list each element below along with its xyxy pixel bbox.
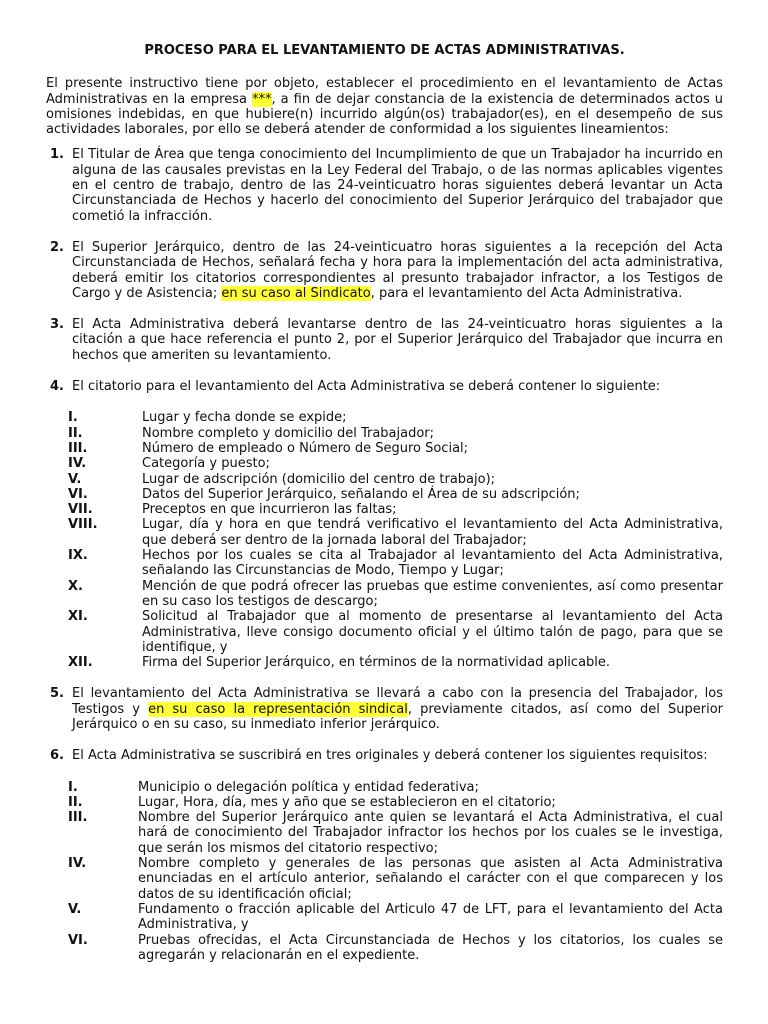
list-item-text: Municipio o delegación política y entidad federativa; xyxy=(138,779,479,795)
roman-numeral: VIII. xyxy=(68,517,98,533)
roman-numeral: IV. xyxy=(68,856,87,872)
roman-numeral: IV. xyxy=(68,456,87,472)
item-number: 3. xyxy=(50,317,64,333)
roman-numeral: VI. xyxy=(68,486,88,502)
numbered-item-3 xyxy=(46,317,723,363)
roman-numeral: III. xyxy=(68,440,88,456)
numbered-item-1 xyxy=(46,147,723,223)
list-item xyxy=(68,856,723,902)
list-item-text: Preceptos en que incurrieron las faltas; xyxy=(142,502,397,518)
item-number: 6. xyxy=(50,748,64,764)
list-item xyxy=(68,425,723,441)
item-text-start: El levantamiento del Acta Administrativa se llevará a cabo con la presencia del Trabajador, los Testigos y xyxy=(72,686,723,717)
numbered-item-2 xyxy=(46,240,723,301)
document-title: PROCESO PARA EL LEVANTAMIENTO DE ACTAS ADMINISTRATIVAS. xyxy=(144,43,625,58)
list-item xyxy=(68,779,723,795)
numbered-item-4 xyxy=(46,379,723,394)
list-item-text: Categoría y puesto; xyxy=(142,456,270,472)
intro-text-start: El presente instructivo tiene por objeto, establecer el procedimiento en el levantamiento de Actas Administrativas en la empresa xyxy=(46,76,723,107)
list-item xyxy=(68,456,723,472)
numbered-item-5 xyxy=(46,686,723,732)
roman-numeral: V. xyxy=(68,901,82,917)
roman-numeral: I. xyxy=(68,410,78,426)
list-item-text: Datos del Superior Jerárquico, señalando el Área de su adscripción; xyxy=(142,486,580,502)
list-item-text: Pruebas ofrecidas, el Acta Circunstanciada de Hechos y los citatorios, los cuales se agregarán y relacionarán en el expediente. xyxy=(138,932,723,963)
item-highlight: en su caso la representación sindical xyxy=(148,701,408,717)
item-text-end: , para el levantamiento del Acta Administrativa. xyxy=(370,285,683,301)
roman-numeral: VI. xyxy=(68,932,88,948)
list-item-text: Nombre completo y generales de las personas que asisten al Acta Administrativa enunciadas en el artículo anterior, señalando el carácter con el que comparecen y los datos de su identificación oficial; xyxy=(138,856,723,902)
list-item xyxy=(68,932,723,964)
roman-numeral: II. xyxy=(68,794,83,810)
list-item-text: Hechos por los cuales se cita al Trabajador al levantamiento del Acta Administrativa, señalando las Circunstancias de Modo, Tiempo y Lugar; xyxy=(142,548,723,579)
list-item-text: Número de empleado o Número de Seguro Social; xyxy=(142,440,469,456)
roman-numeral: XII. xyxy=(68,655,93,671)
roman-numeral: VII. xyxy=(68,502,93,518)
intro-paragraph xyxy=(46,76,723,137)
item-highlight: en su caso al Sindicato xyxy=(221,285,371,301)
list-item xyxy=(68,471,723,487)
list-item-text: Lugar de adscripción (domicilio del centro de trabajo); xyxy=(142,471,496,487)
item-number: 2. xyxy=(50,239,64,255)
list-item xyxy=(68,410,723,426)
list-item-text: Lugar, día y hora en que tendrá verificativo el levantamiento del Acta Administrativa, que deberá ser dentro de la jornada laboral del Trabajador; xyxy=(142,517,723,548)
intro-text-end: , a fin de dejar constancia de la existencia de determinados actos u omisiones indebidas, en que hubiere(n) incurrido algún(os) trabajador(es), en el desempeño de sus actividades laborales, por ello se deberá atender de conformidad a los siguientes lineamientos: xyxy=(46,91,723,138)
roman-numeral: III. xyxy=(68,810,88,826)
roman-numeral: IX. xyxy=(68,548,88,564)
acta-requirements-list xyxy=(46,780,723,964)
list-item xyxy=(68,440,723,456)
list-item-text: Mención de que podrá ofrecer las pruebas que estime convenientes, así como presentar en su caso los testigos de descargo; xyxy=(142,578,723,609)
item-number: 5. xyxy=(50,686,64,702)
list-item-text: Lugar, Hora, día, mes y año que se establecieron en el citatorio; xyxy=(138,794,556,810)
roman-numeral: V. xyxy=(68,471,82,487)
list-item xyxy=(68,517,723,548)
item-text: El Titular de Área que tenga conocimiento del Incumplimiento de que un Trabajador ha incurrido en alguna de las causales previstas en la Ley Federal del Trabajo, o de las normas aplicables vigentes en el centro de trabajo, dentro de las 24-veinticuatro horas siguientes deberá levantar un Acta Circunstanciada de Hechos y hacerlo del conocimiento del Superior Jerárquico del trabajador que cometió la infracción. xyxy=(72,147,723,224)
item-text: El citatorio para el levantamiento del Acta Administrativa se deberá contener lo siguiente: xyxy=(72,379,661,395)
list-item xyxy=(68,578,723,610)
item-text: El Acta Administrativa se suscribirá en tres originales y deberá contener los siguientes requisitos: xyxy=(72,748,708,764)
item-text-start: El Superior Jerárquico, dentro de las 24-veinticuatro horas siguientes a la recepción del Acta Circunstanciada de Hechos, señalará fecha y hora para la implementación del acta administrativa, deberá emitir los citatorios correspondientes al presunto trabajador infractor, a los Testigos de Cargo y de Asistencia; xyxy=(72,239,723,301)
item-text-end: , previamente citados, así como del Superior Jerárquico o en su caso, su inmediato inferior jerárquico. xyxy=(72,701,723,732)
list-item-text: Fundamento o fracción aplicable del Articulo 47 de LFT, para el levantamiento del Acta Administrativa, y xyxy=(138,901,723,933)
item-text: El Acta Administrativa deberá levantarse dentro de las 24-veinticuatro horas siguientes a la citación a que hace referencia el punto 2, por el Superior Jerárquico del Trabajador que incurra en hechos que ameriten su levantamiento. xyxy=(72,317,723,363)
roman-numeral: II. xyxy=(68,425,83,441)
citatorio-requirements-list xyxy=(46,410,723,670)
list-item xyxy=(68,609,723,655)
roman-numeral: XI. xyxy=(68,609,88,625)
list-item xyxy=(68,901,723,933)
numbered-item-6 xyxy=(46,748,723,763)
item-number: 1. xyxy=(50,147,64,163)
list-item xyxy=(68,810,723,856)
list-item-text: Nombre del Superior Jerárquico ante quien se levantará el Acta Administrativa, el cual hará de conocimiento del Trabajador infractor los hechos por los cuales se le investiga, que serán los mismos del citatorio respectivo; xyxy=(138,810,723,856)
roman-numeral: I. xyxy=(68,779,78,795)
intro-highlight: *** xyxy=(252,91,272,107)
list-item-text: Firma del Superior Jerárquico, en términos de la normatividad aplicable. xyxy=(142,655,611,671)
list-item xyxy=(68,502,723,518)
list-item xyxy=(68,655,723,671)
list-item-text: Lugar y fecha donde se expide; xyxy=(142,410,347,426)
item-number: 4. xyxy=(50,379,64,395)
list-item xyxy=(68,486,723,502)
list-item-text: Solicitud al Trabajador que al momento de presentarse al levantamiento del Acta Administrativa, lleve consigo documento oficial y el último talón de pago, para que se identifique, y xyxy=(142,609,723,655)
list-item-text: Nombre completo y domicilio del Trabajador; xyxy=(142,425,435,441)
roman-numeral: X. xyxy=(68,578,83,594)
list-item xyxy=(68,548,723,579)
list-item xyxy=(68,794,723,810)
